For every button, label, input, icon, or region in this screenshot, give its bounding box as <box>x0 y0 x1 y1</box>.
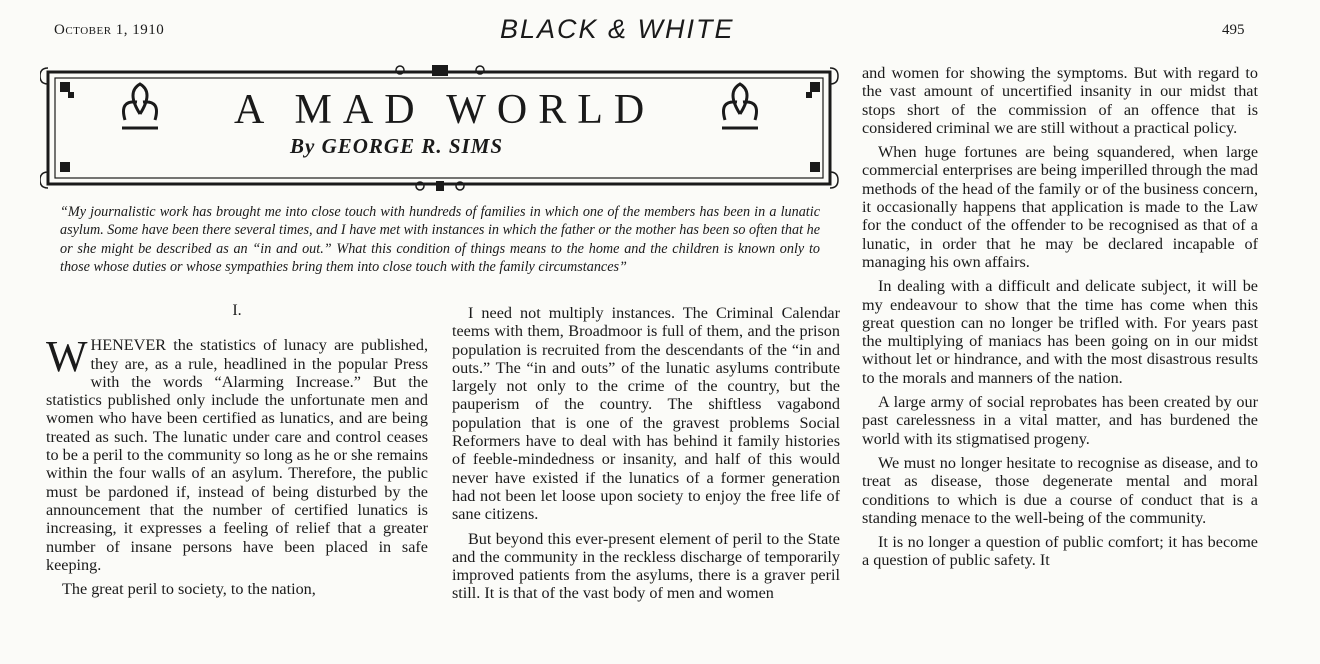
article-title: A MAD WORLD <box>234 87 656 133</box>
paragraph: It is no longer a question of public comfort; it has become a question of public safety. It <box>862 533 1258 570</box>
issue-date: October 1, 1910 <box>54 22 165 38</box>
intro-quote <box>60 203 820 277</box>
column-2 <box>452 304 840 609</box>
title-banner <box>40 62 840 192</box>
paragraph: The great peril to society, to the nation, <box>62 580 316 599</box>
drop-cap: W <box>46 332 88 382</box>
page-number: 495 <box>1222 22 1245 38</box>
intro-quote-text: “My journalistic work has brought me into close touch with hundreds of families in which one of the members has been in a lunatic asylum. Some have been there several times, and I have met with instances in which the father or the mother has been so often that he or she might be described as an “in and out.” What this condition of things means to the home and the children is known only to those whose duties or whose sympathies bring them into close touch with the family circumstances” <box>60 204 820 276</box>
paragraph: When huge fortunes are being squandered, when large commercial enterprises are being imperilled through the mad methods of the head of the family or of the business concern, it occasionally happens that application is made to the Law for the conduct of the offender to be recognised as that of a lunatic, in order that he may be declared incapable of managing his own affairs. <box>862 143 1258 271</box>
paragraph <box>46 332 428 574</box>
paragraph-text: HENEVER the statistics of lunacy are published, they are, as a rule, headlined in the popular Press with the words “Alarming Increase.” But the statistics published only include the unfortunate men and women who have been certified as lunatics, and are being treated as such. The lunatic under care and control ceases to be a peril to the community so long as he or she remains within the four walls of an asylum. Therefore, the public must be pardoned if, instead of being disturbed by the announcement that the number of certified lunatics is increasing, it expresses a feeling of relief that a greater number of insane persons have been placed in safe keeping. <box>46 336 428 574</box>
section-heading: I. <box>232 302 242 319</box>
column-1 <box>46 302 428 604</box>
paragraph: But beyond this ever-present element of peril to the State and the community in the reckless discharge of temporarily improved patients from the asylums, there is a graver peril still. It is that of the vast body of men and women <box>452 529 840 603</box>
paragraph: A large army of social reprobates has been created by our past carelessness in a vital matter, and has burdened the world with its stigmatised progeny. <box>862 393 1258 448</box>
magazine-title: BLACK & WHITE <box>500 14 735 44</box>
byline: By GEORGE R. SIMS <box>290 134 504 158</box>
column-3 <box>862 64 1258 576</box>
paragraph: We must no longer hesitate to recognise as disease, and to treat as disease, those degenerate mental and moral conditions to which is due a course of conduct that is a standing menace to the well-being of the community. <box>862 453 1258 527</box>
page-header <box>0 14 1320 46</box>
paragraph-continuation: and women for showing the symptoms. But with regard to the vast amount of uncertified insanity in our midst that stops short of the commission of an offence that is considered criminal we are still without a practical policy. <box>862 64 1258 137</box>
paragraph: I need not multiply instances. The Criminal Calendar teems with them, Broadmoor is full of them, and the prison population is recruited from the descendants of the “in and outs.” The “in and outs” of the lunatic asylums contribute largely not only to the crime of the country, but the pauperism of the country. The shiftless vagabond population that is one of the gravest problems Social Reformers have to deal with has behind it family histories of feeble-mindedness or insanity, and half of this would never have existed if the lunatics of a former generation had not been let loose upon society to enjoy the free life of sane citizens. <box>452 304 840 524</box>
paragraph: In dealing with a difficult and delicate subject, it will be my endeavour to show that the time has come when this great question can no longer be trifled with. For years past the multiplying of maniacs has been going on in our midst without let or hindrance, and with the most disastrous results to the morals and manners of the nation. <box>862 277 1258 387</box>
